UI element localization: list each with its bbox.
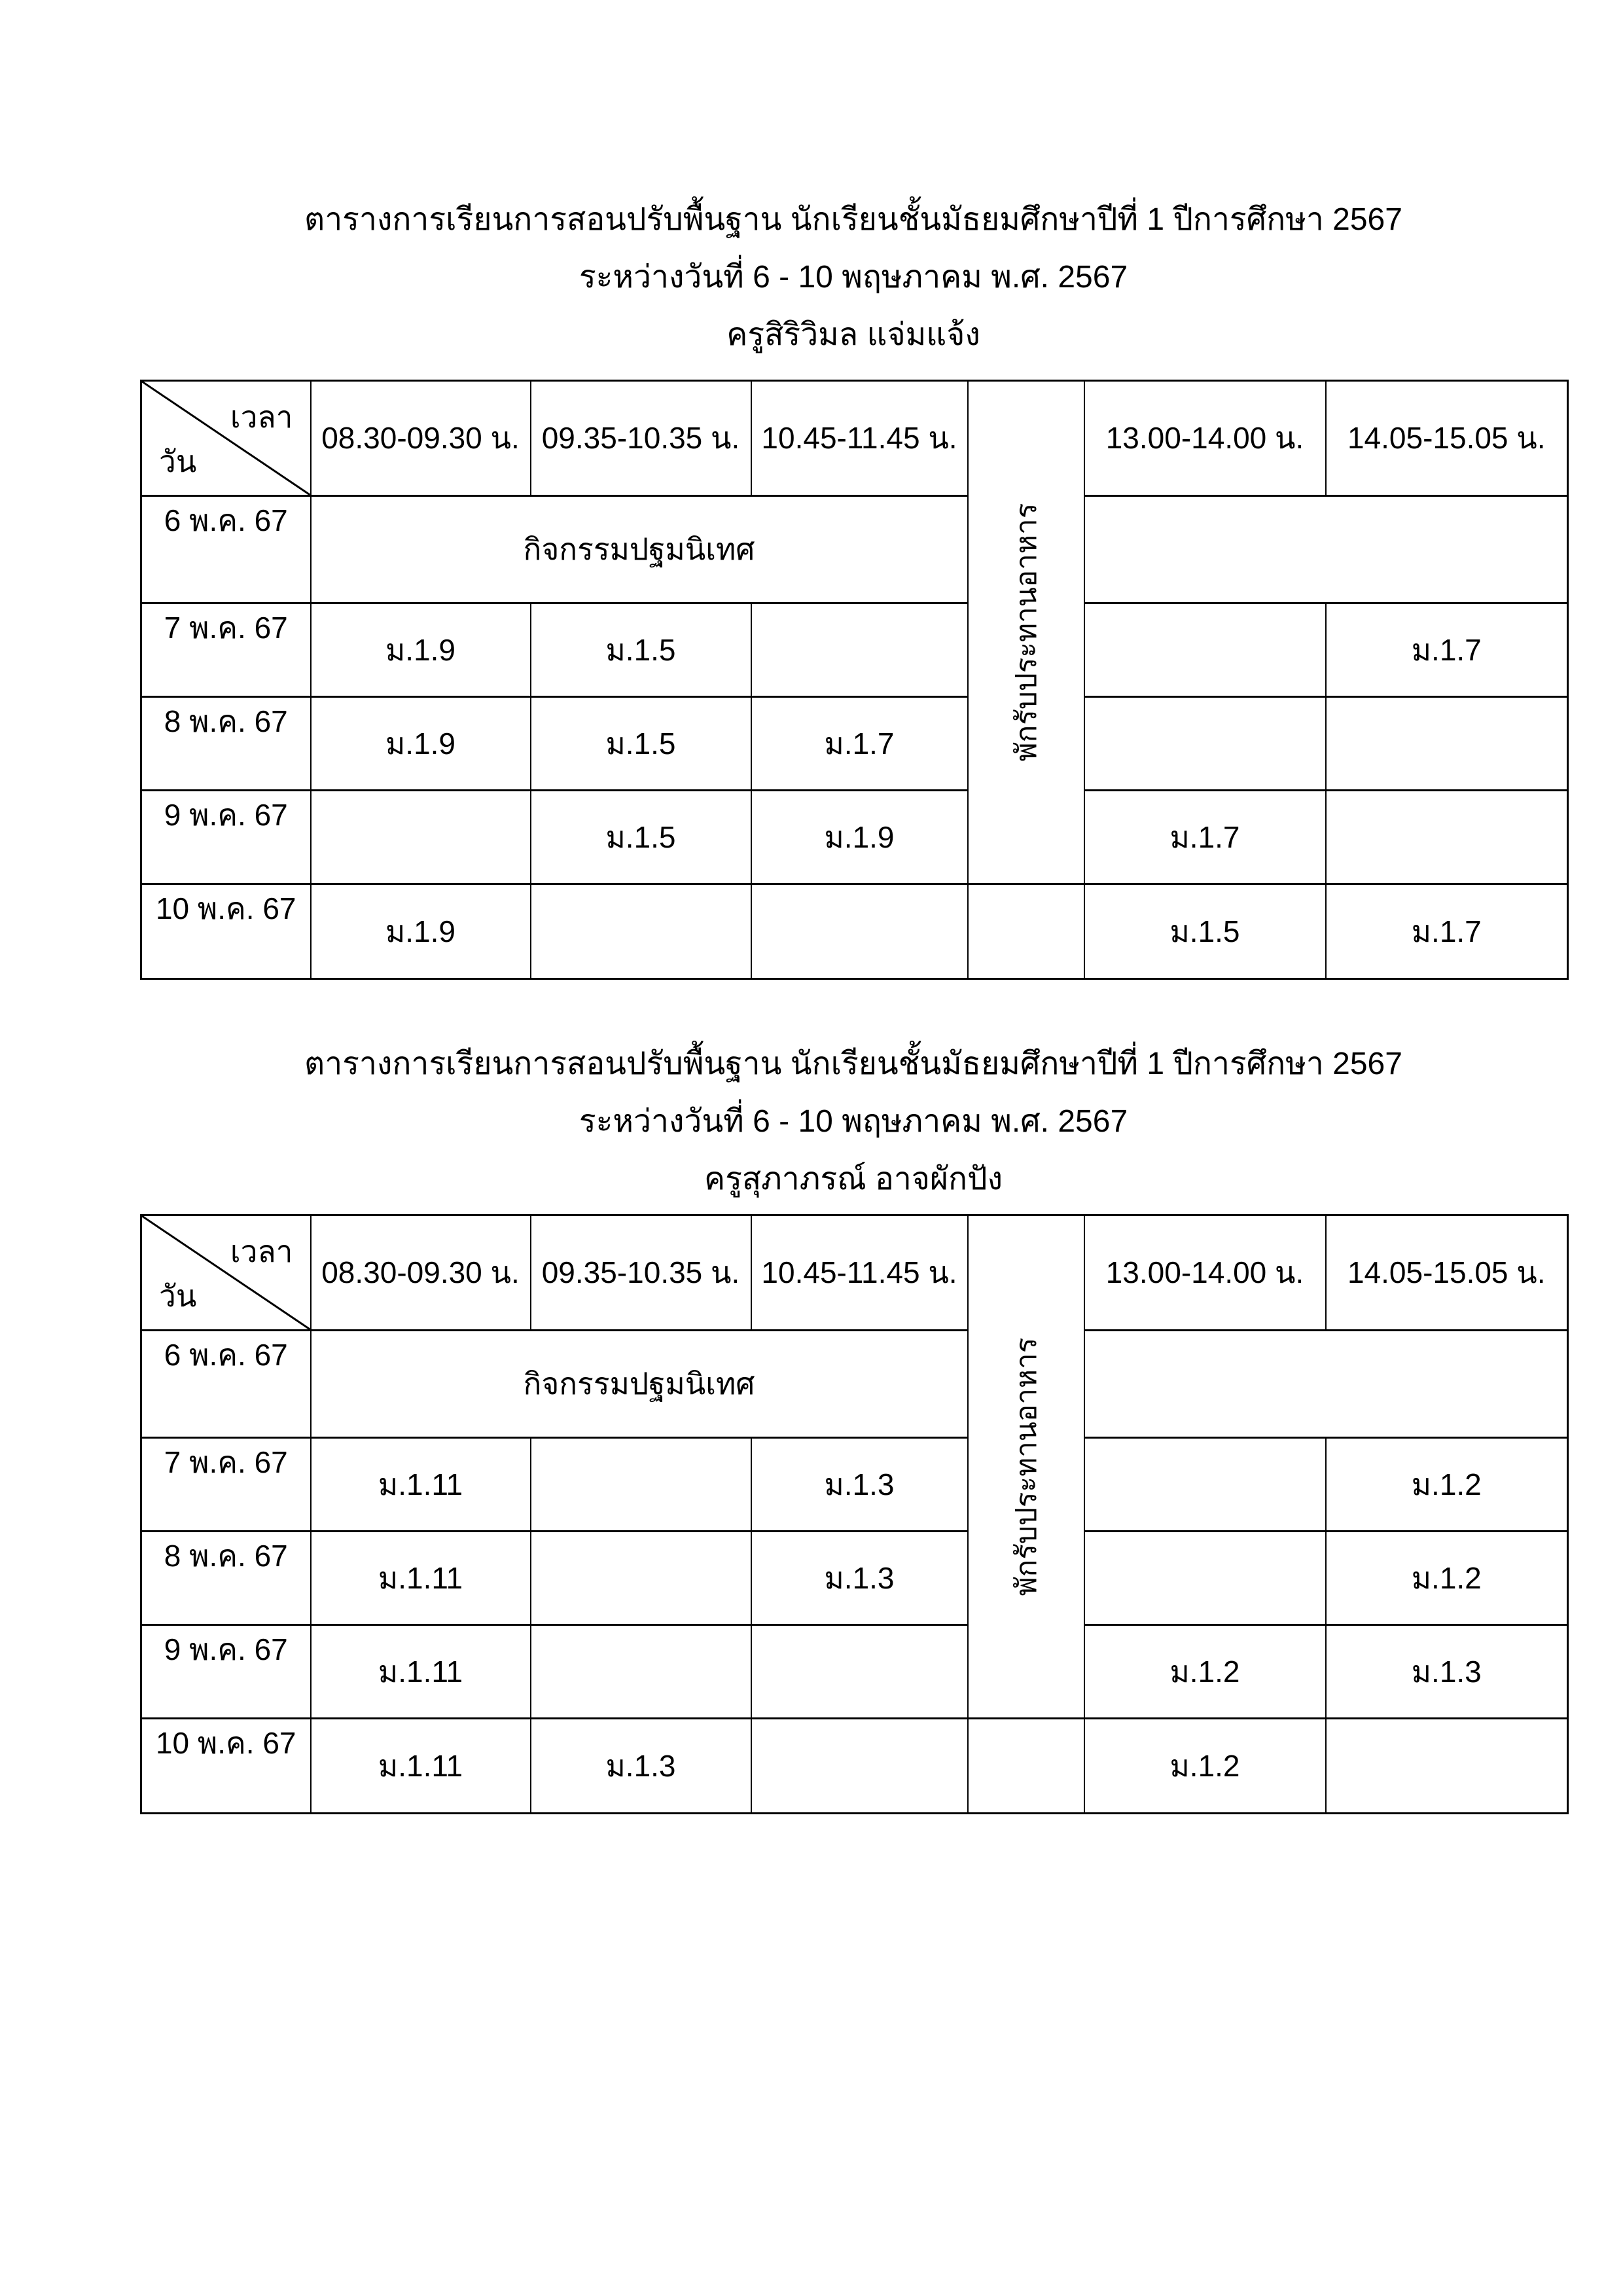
- lunch-break-column: [968, 1215, 1084, 1719]
- class-slot-cell: ม.1.2: [1326, 1438, 1568, 1532]
- time-axis-label: เวลา: [230, 400, 293, 434]
- class-slot-cell: ม.1.3: [751, 1532, 968, 1625]
- class-slot-cell: ม.1.7: [1084, 791, 1326, 884]
- day-cell: 6 พ.ค. 67: [141, 496, 311, 603]
- time-header: 14.05-15.05 น.: [1326, 1215, 1568, 1331]
- day-cell: 7 พ.ค. 67: [141, 1438, 311, 1532]
- class-slot-cell: ม.1.7: [1326, 603, 1568, 697]
- time-axis-label: เวลา: [230, 1234, 293, 1268]
- day-cell: 10 พ.ค. 67: [141, 1719, 311, 1814]
- page-title: ตารางการเรียนการสอนปรับพื้นฐาน นักเรียนชั้นมัธยมศึกษาปีที่ 1 ปีการศึกษา 2567: [304, 1047, 1402, 1081]
- corner-cell: [141, 1215, 311, 1331]
- class-slot-cell: ม.1.2: [1084, 1719, 1326, 1814]
- class-slot-cell: [531, 1532, 751, 1625]
- class-slot-cell: ม.1.5: [531, 603, 751, 697]
- class-slot-cell: [531, 1625, 751, 1719]
- class-slot-cell: ม.1.5: [1084, 884, 1326, 979]
- day-axis-label: วัน: [159, 444, 197, 478]
- class-slot-cell: ม.1.2: [1326, 1532, 1568, 1625]
- class-slot-cell: [1084, 1438, 1326, 1532]
- class-slot-cell: ม.1.11: [311, 1532, 531, 1625]
- class-slot-cell: ม.1.2: [1084, 1625, 1326, 1719]
- day-cell: 7 พ.ค. 67: [141, 603, 311, 697]
- class-slot-cell: ม.1.9: [311, 884, 531, 979]
- class-slot-cell: [1326, 791, 1568, 884]
- day-cell: 10 พ.ค. 67: [141, 884, 311, 979]
- class-slot-cell: ม.1.9: [751, 791, 968, 884]
- time-header: 10.45-11.45 น.: [751, 381, 968, 496]
- date-range: ระหว่างวันที่ 6 - 10 พฤษภาคม พ.ศ. 2567: [579, 1104, 1128, 1139]
- timetable-1: [140, 380, 1569, 980]
- class-slot-cell: [1326, 697, 1568, 791]
- lunch-break-label: พักรับประทานอาหาร: [1010, 1337, 1043, 1596]
- class-slot-cell: ม.1.11: [311, 1438, 531, 1532]
- class-slot-cell: [751, 603, 968, 697]
- lunch-break-label: พักรับประทานอาหาร: [1010, 503, 1043, 762]
- time-header: 14.05-15.05 น.: [1326, 381, 1568, 496]
- day-cell: 8 พ.ค. 67: [141, 697, 311, 791]
- title-block-1: [140, 191, 1567, 364]
- lunch-slot-cell: [968, 1719, 1084, 1814]
- title-block-2: [140, 1035, 1567, 1208]
- time-header: 08.30-09.30 น.: [311, 1215, 531, 1331]
- class-slot-cell: [531, 1438, 751, 1532]
- activity-cell: กิจกรรมปฐมนิเทศ: [311, 496, 968, 603]
- time-header: 09.35-10.35 น.: [531, 1215, 751, 1331]
- time-header: 08.30-09.30 น.: [311, 381, 531, 496]
- day-cell: 9 พ.ค. 67: [141, 1625, 311, 1719]
- class-slot-cell: [751, 884, 968, 979]
- time-header: 13.00-14.00 น.: [1084, 381, 1326, 496]
- day-axis-label: วัน: [159, 1279, 197, 1313]
- class-slot-cell: ม.1.7: [1326, 884, 1568, 979]
- class-slot-cell: [1326, 1719, 1568, 1814]
- teacher-name: ครูสุภาภรณ์ อาจผักปัง: [704, 1162, 1003, 1196]
- page-title: ตารางการเรียนการสอนปรับพื้นฐาน นักเรียนชั้นมัธยมศึกษาปีที่ 1 ปีการศึกษา 2567: [304, 202, 1402, 237]
- date-range: ระหว่างวันที่ 6 - 10 พฤษภาคม พ.ศ. 2567: [579, 260, 1128, 295]
- teacher-name: ครูสิริวิมล แจ่มแจ้ง: [726, 317, 980, 352]
- time-header: 13.00-14.00 น.: [1084, 1215, 1326, 1331]
- class-slot-cell: ม.1.5: [531, 697, 751, 791]
- day-cell: 8 พ.ค. 67: [141, 1532, 311, 1625]
- class-slot-cell: [1084, 603, 1326, 697]
- timetable-2: [140, 1214, 1569, 1814]
- class-slot-cell: [1084, 1331, 1568, 1438]
- class-slot-cell: [1084, 697, 1326, 791]
- class-slot-cell: [751, 1719, 968, 1814]
- lunch-break-column: [968, 381, 1084, 884]
- day-cell: 6 พ.ค. 67: [141, 1331, 311, 1438]
- class-slot-cell: ม.1.3: [751, 1438, 968, 1532]
- class-slot-cell: [1084, 1532, 1326, 1625]
- class-slot-cell: ม.1.3: [1326, 1625, 1568, 1719]
- class-slot-cell: ม.1.3: [531, 1719, 751, 1814]
- day-cell: 9 พ.ค. 67: [141, 791, 311, 884]
- time-header: 09.35-10.35 น.: [531, 381, 751, 496]
- class-slot-cell: ม.1.11: [311, 1719, 531, 1814]
- class-slot-cell: ม.1.11: [311, 1625, 531, 1719]
- class-slot-cell: [311, 791, 531, 884]
- corner-cell: [141, 381, 311, 496]
- lunch-slot-cell: [968, 884, 1084, 979]
- class-slot-cell: ม.1.5: [531, 791, 751, 884]
- class-slot-cell: ม.1.9: [311, 697, 531, 791]
- class-slot-cell: [531, 884, 751, 979]
- class-slot-cell: ม.1.7: [751, 697, 968, 791]
- time-header: 10.45-11.45 น.: [751, 1215, 968, 1331]
- class-slot-cell: [1084, 496, 1568, 603]
- class-slot-cell: ม.1.9: [311, 603, 531, 697]
- activity-cell: กิจกรรมปฐมนิเทศ: [311, 1331, 968, 1438]
- class-slot-cell: [751, 1625, 968, 1719]
